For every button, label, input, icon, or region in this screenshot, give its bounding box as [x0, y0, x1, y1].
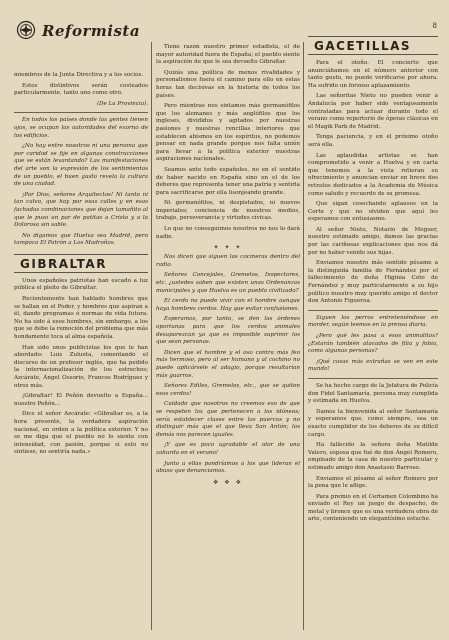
italic-paragraph: Junto a ellas pondríamos a los que lideran el abuso que denunciamos.	[156, 460, 300, 475]
masthead-emblem-icon	[16, 20, 36, 40]
paragraph: Tenga paciencia, y en el próximo otoño será ella.	[308, 134, 438, 148]
paragraph: Enviamos nuestro más sentido pésame a la distinguida familia de Fernández por el fallecimiento de doña Higinia Coto de Fernández y muy particularmente a su hijo político nuestro muy querido amigo el doctor don Antonio Figueroa.	[308, 260, 438, 305]
source-credit: (De La Provincia).	[96, 100, 148, 107]
paragraph: Quizás una política de menos rivalidades y personalismos fuera el camino para ello en estas horas tan decisivas en la historia de todos los países.	[156, 69, 300, 99]
column-left	[14, 72, 148, 640]
paragraph: Han sido unos publicistas los que le han abordado: Luis Zulueta, comentando el discurso de un profesor inglés, que ha pedido la internacionalización de los estrechos; Azcárate, Ángel Ossorio, Francos Rodríguez y otros más.	[14, 344, 148, 389]
paragraph: Dice el señor Azcárate: «Gibraltar es, a la hora presente, la verdadera aspiración nacional, en orden a la política exterior. Y no se me diga que el pueblo no lo siente con intensidad, con pasión, porque si esto no sintiese, no sentiría nada.»	[14, 411, 148, 456]
paragraph: Damos la bienvenida al señor Santamaría y esperamos que, como siempre, sea un exacto cumplidor de los deberes de su difícil cargo.	[308, 408, 438, 438]
italic-paragraph: No digamos que Huelva sea Madrid, pero tampoco El Patrón a Los Madroños.	[14, 232, 148, 247]
page-number: 8	[432, 22, 437, 30]
italic-paragraph: En todos los países donde las gentes tienen ojos, se ocupan las autoridades del exorno de los edificios.	[14, 117, 148, 139]
column-divider	[303, 42, 304, 630]
italic-paragraph: ¡Por Dios, señores Arquitectos! Ni tanto ni tan calvo, que hay por esas calles y en esas fachadas combinaciones que dejan tamañito al que le puso un par de patitas a Cristo y a la Dolorosa sin sable.	[14, 191, 148, 229]
paragraph: Unos españoles patriotas han escado a luz pública el pleito de Gibraltar.	[14, 277, 148, 292]
column-divider	[151, 42, 152, 630]
ornament-divider: ✦ ✦ ✦	[213, 244, 243, 252]
paragraph: Las señoritas Nieto no pueden venir a Andalucía por haber sido ventajosamente contratadas para actuar durante todo el verano como repertorio de óperas clásicas en el Magik Park de Madrid.	[308, 93, 438, 130]
paragraph: Ni germanófilos, ni despistados, ni nuevos imperiales; conciencia de nuestros medios, trabajo, perseverancia y virtudes cívicas.	[156, 200, 300, 222]
italic-paragraph: Nos dicen que siguen las cocineras dentro del radio.	[156, 254, 300, 268]
section-title-gibraltar: GIBRALTAR	[14, 254, 148, 273]
paragraph: Las aplaudidas artistas se han comprometido a venir a Huelva y en carta que tenemos a la vista retieran su ofrecimiento y anuncian enviar en breve dos retratos dedicados a la Academia de Música como saludo y recuerdo de su promesa.	[308, 152, 438, 197]
italic-paragraph: ¡Qué cosas más extrañas se ven en este mundo!	[308, 358, 438, 373]
paragraph: Enviamos el pésame al señor Romero por la pena que le aflige.	[308, 475, 438, 490]
divider	[14, 112, 148, 113]
italic-paragraph: ¡Y que es poco agradable el olor de una zahurda en el verano!	[156, 442, 300, 456]
paragraph: ¡Gibraltar! El Peñón devuelto a España... nuestro Peñón...	[14, 393, 148, 407]
divider	[308, 310, 438, 311]
section-title-gacetillas: GACETILLAS	[308, 36, 438, 55]
paragraph: Para premio en el Certamen Colombino ha enviado el Rey un juego de despacho, de metal y bronce que es una verdadera obra de arte, conteniendo un elegantísimo estuche.	[308, 493, 438, 523]
paragraph: Que sigan cosechando aplausos en la Corte y que no olviden que aquí les esperamos con entusiasmo.	[308, 201, 438, 223]
italic-paragraph: Señores Concejales, Gremelos, Inspectores, etc. ¿ustedes saben que existen unas Ordenanzas municipales y que Huelva es un pueblo civilizado?	[156, 272, 300, 294]
italic-paragraph: Señores Ediles, Gremelos, etc., que se quiten esos cerdos!	[156, 383, 300, 397]
italic-paragraph: Esperamos, por tanto, se den las órdenes oportunas para que los cerdos animales desaparezcan ya que es imposible suprimir los que sean personas.	[156, 316, 300, 346]
ornament-divider: ❖ ❖ ❖	[213, 478, 243, 486]
italic-paragraph: ¿No hay entre nosotros ni una persona que por caridad se fije en algunas construcciones que se están levantando? Las manifestaciones del arte son la expresión de los sentimientos de un pueblo, el buen gusto revela la cultura de una ciudad.	[14, 143, 148, 188]
paragraph: Tiene razón nuestro primer estadista, el de mayor autoridad fuera de España; el pueblo siente la aspiración de que le sea devuelto Gibraltar.	[156, 44, 300, 66]
paragraph: miembros de la Junta Directiva y a los socios.	[14, 72, 144, 78]
italic-paragraph: Siguen los perros entreteniéndose en morder, según leemos en la prensa diaria.	[308, 314, 438, 329]
paragraph: Lo que no conseguimos nosotros no nos lo dará nadie.	[156, 226, 300, 240]
divider	[308, 378, 438, 379]
paragraph: Al señor Nieto, Notario de Moguer, nuestro estimado amigo, damos las gracias por las cariñosas explicaciones que nos dá por no haber venido sus hijas.	[308, 226, 438, 256]
masthead-title: Reformista	[42, 22, 141, 40]
paragraph: Ha fallecido la señora doña Matilde Valero, esposa que fué de don Ángel Romero, empleado de la casa de nuestro particular y estimado amigo don Anastasio Barroso.	[308, 442, 438, 471]
italic-paragraph: Cuidado que nosotros no creemos eso de que se respeten los que pertenecen a los idóneos; sería establecer clases entre los puercos y no distinguir más que el que lleva San Antón; los demás nos parecen iguales.	[156, 401, 300, 438]
italic-paragraph: El cerdo no puede vivir con el hombre aunque haya hombres cerdos. Hay que evitar confusiones.	[156, 298, 300, 312]
paragraph: Pero mientras nos sintamos más germanófilos que los alemanes y más anglófilos que los ingleses, divididos y agitados por nuestras pasiones y nuestras rencillas interiores que establecen abismos en los espíritus, no podemos pensar en nada grande porque nos falta unión para llevar a la política exterior nuestras aspiraciones nacionales.	[156, 103, 300, 163]
italic-paragraph: Dicen que el hombre y el oso contra más feo más hermoso, pero al ser humano y al cochino no puede aplicársele el adagio, porque resultarían más guarros.	[156, 349, 300, 379]
paragraph: Seamos ante todo españoles, no en el sentido de haber nacido en España sino en el de los deberes que representa tener una patria y sentirla para sacrificarse por ella lisonjeando grande.	[156, 166, 300, 196]
column-right	[308, 36, 438, 640]
paragraph: Se ha hecho cargo de la Jefatura de Policía don Fidel Santamaría, persona muy cumplida y estimada en Huelva.	[308, 382, 438, 405]
paragraph: Recientemente han hablado hombres que se hallan en el Poder, y hombres que aspiran a él, dando programas ó normas de vida futura. No ha sido á esos hombres, sin embargo, a los que se debe la remoción del problema que más hondamente toca al alma española.	[14, 296, 148, 341]
masthead	[14, 20, 148, 42]
italic-paragraph: ¿Pero qué les pasa a esos animalitos? ¿Estarán también atacados de filia y fobia, como algunas personas?	[308, 333, 438, 355]
paragraph: Estos distintivos serán costeados particularmente, tanto uno como otro.	[14, 82, 148, 97]
paragraph: Para el otoño. El concierto que anunciábamos en el número anterior con tanto gusto, no puede verificarse por ahora. Ha sufrido un forzoso aplazamiento.	[308, 60, 438, 89]
column-middle	[156, 44, 300, 640]
